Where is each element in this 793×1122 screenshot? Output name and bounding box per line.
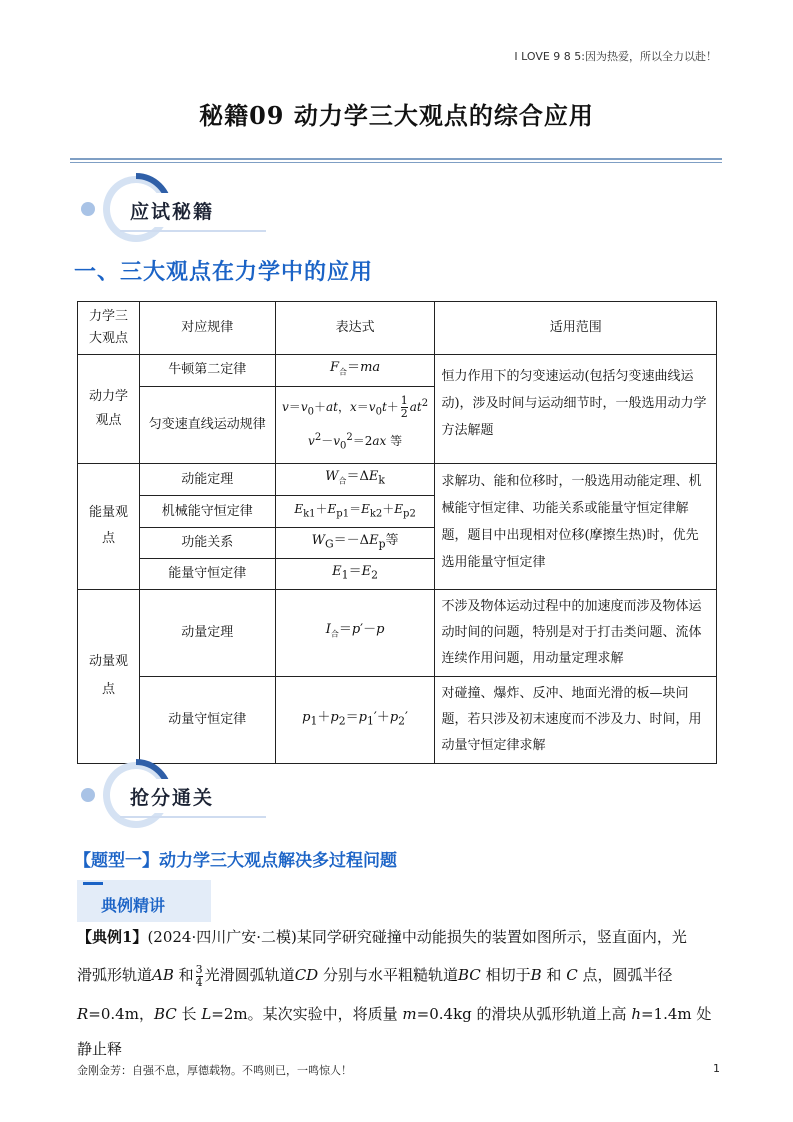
text-segment: 分别与水平粗糙轨道 xyxy=(322,966,458,984)
kinematics-formula-cell: $v=v_0+at$，$x=v_0t+$ $\frac{1}{2}$ $at^2$ $v^2-v_0^2=2ax$ 等 xyxy=(275,386,435,464)
momentum-conservation-law-cell: 动量守恒定律 xyxy=(139,676,275,763)
text-segment: 长 xyxy=(181,1005,197,1023)
table-row xyxy=(78,355,717,387)
example-bar-label: 典例精讲 xyxy=(101,896,166,915)
energy-conservation-formula-cell: $E_1=E_2$ xyxy=(275,558,435,589)
page-number: 1 xyxy=(713,1062,720,1075)
fraction-denominator: 4 xyxy=(195,975,203,989)
momentum-conservation-scope-cell: 对碰撞、爆炸、反冲、地面光滑的板—块问题，若只涉及初末速度而不涉及力、时间，用动量守恒定律求解 xyxy=(435,676,717,763)
gravity-work-formula-cell: $W_G=-\Delta E_p$等 xyxy=(275,528,435,559)
table-header-view: 力学三大观点 xyxy=(78,302,140,355)
example-section-bar xyxy=(77,880,211,922)
badge-practice-label: 抢分通关 xyxy=(130,787,215,809)
kinetic-energy-theorem-cell: 动能定理 xyxy=(139,464,275,496)
section-title-three-views: 一、三大观点在力学中的应用 xyxy=(74,260,374,285)
text-segment: =0.4m， xyxy=(88,1005,154,1023)
type-one-title: 【题型一】动力学三大观点解决多过程问题 xyxy=(74,851,397,871)
dynamics-scope-cell: 恒力作用下的匀变速运动(包括匀变速曲线运动)，涉及时间与运动细节时，一般选用动力学方法解题 xyxy=(435,355,717,464)
example-one-source: (2024·四川广安·二模) xyxy=(147,928,297,946)
table-header-row xyxy=(78,302,717,355)
mechanical-energy-formula-cell: $E_{k1}+E_{p1}=E_{k2}+E_{p2}$ xyxy=(275,495,435,527)
text-segment: 点，圆弧半径 xyxy=(582,966,673,984)
uniform-acceleration-law-cell: 匀变速直线运动规律 xyxy=(139,386,275,464)
work-energy-formula-cell: $W_合=\Delta E_k$ xyxy=(275,464,435,496)
fraction-numerator: 3 xyxy=(195,962,203,976)
badge-tips-label: 应试秘籍 xyxy=(130,201,215,223)
text-segment: =2m。某次实验中，将质量 xyxy=(211,1005,398,1023)
text-segment: =1.4m 处静止释 xyxy=(77,1005,712,1058)
momentum-view-cell: 动量观点 xyxy=(78,589,140,763)
dynamics-view-cell: 动力学观点 xyxy=(78,355,140,464)
text-segment: 滑弧形轨道 xyxy=(77,966,153,984)
example-one-line-3: R=0.4m，BC 长 L=2m。某次实验中，将质量 m=0.4kg 的滑块从弧形轨道上高 h=1.4m 处静止释 xyxy=(77,1005,712,1058)
newton-formula-cell: $F_合=ma$ xyxy=(275,355,435,387)
text-segment: 相切于 xyxy=(485,966,531,984)
title-rule-thick xyxy=(70,158,722,160)
work-energy-relation-cell: 功能关系 xyxy=(139,528,275,559)
momentum-conservation-formula-cell: $p_1+p_2=p_1'+p_2'$ xyxy=(275,676,435,763)
impulse-scope-cell: 不涉及物体运动过程中的加速度而涉及物体运动时间的问题，特别是对于打击类问题、流体连续作用问题，用动量定理求解 xyxy=(435,589,717,676)
title-rule-thin xyxy=(70,162,722,163)
energy-scope-cell: 求解功、能和位移时，一般选用动能定理、机械能守恒定律、功能关系或能量守恒定律解题，题目中出现相对位移(摩擦生热)时，优先选用能量守恒定律 xyxy=(435,464,717,589)
text-segment: 光滑圆弧轨道 xyxy=(204,966,295,984)
table-row xyxy=(78,676,717,763)
mechanics-views-table xyxy=(77,301,717,764)
document-title: 秘籍09 动力学三大观点的综合应用 xyxy=(199,101,594,130)
energy-conservation-law-cell: 能量守恒定律 xyxy=(139,558,275,589)
text-segment: 和 xyxy=(178,966,194,984)
text-segment: 和 xyxy=(546,966,562,984)
header-motto: I LOVE 9 8 5:因为热爱，所以全力以赴！ xyxy=(514,50,717,63)
example-one-tag: 【典例1】 xyxy=(77,928,148,946)
badge-tips xyxy=(76,173,276,245)
fraction-three-quarters xyxy=(196,964,203,989)
table-header-law: 对应规律 xyxy=(139,302,275,355)
table-header-scope: 适用范围 xyxy=(435,302,717,355)
mechanical-energy-law-cell: 机械能守恒定律 xyxy=(139,495,275,527)
table-row xyxy=(78,464,717,496)
example-bar-accent xyxy=(83,882,103,885)
impulse-formula-cell: $I_合=p'-p$ xyxy=(275,589,435,676)
example-one-text-1: 某同学研究碰撞中动能损失的装置如图所示，竖直面内，光 xyxy=(296,928,687,946)
newton-second-law-cell: 牛顿第二定律 xyxy=(139,355,275,387)
footer-motto: 金刚金芳：自强不息，厚德载物。不鸣则已，一鸣惊人！ xyxy=(77,1064,352,1077)
text-segment: =0.4kg 的滑块从弧形轨道上高 xyxy=(416,1005,627,1023)
example-one-line-1 xyxy=(77,920,722,955)
badge-practice xyxy=(76,759,276,831)
energy-view-cell: 能量观点 xyxy=(78,464,140,589)
table-header-expression: 表达式 xyxy=(275,302,435,355)
table-row xyxy=(78,589,717,676)
impulse-theorem-cell: 动量定理 xyxy=(139,589,275,676)
example-one-line-2: 滑弧形轨道AB 和 $\frac{3}{4}$ 光滑圆弧轨道CD 分别与水平粗糙轨道BC 相切于B 和 C 点，圆弧半径 xyxy=(77,962,673,989)
